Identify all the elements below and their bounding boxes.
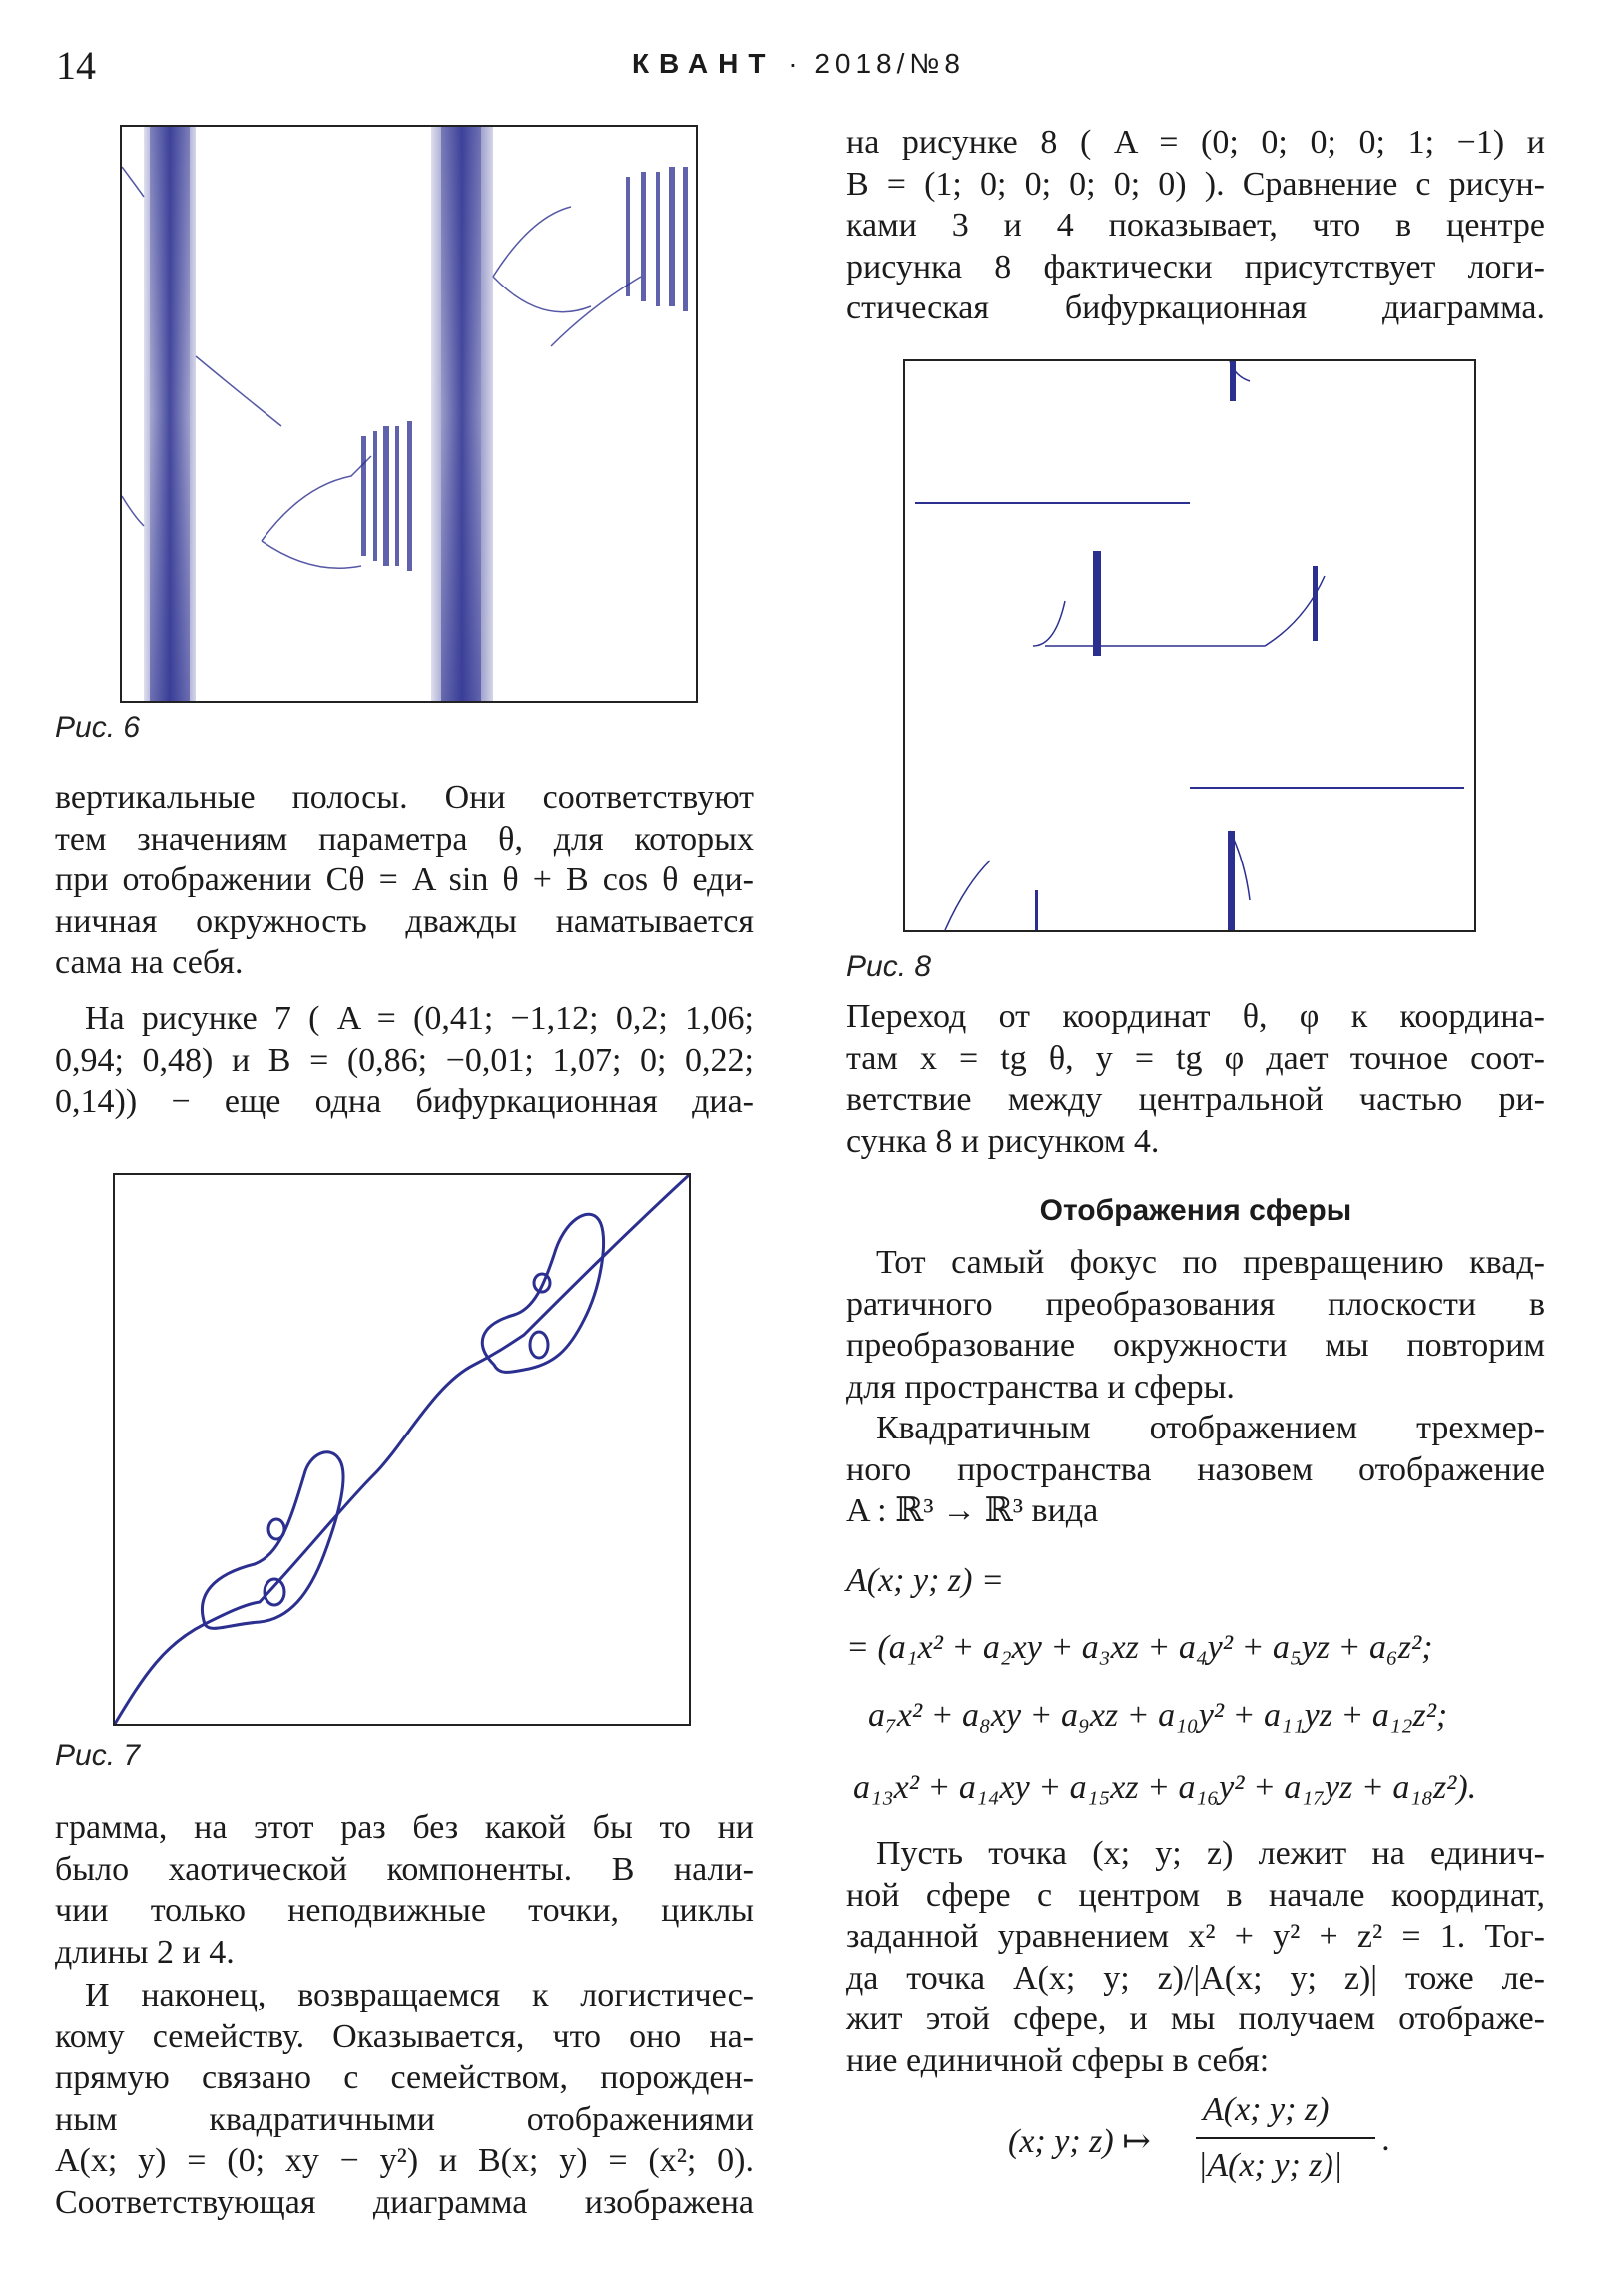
fig8-band-bottom	[1228, 831, 1235, 930]
fig8-arc-left	[1033, 601, 1065, 646]
fig8-band-top	[1230, 361, 1236, 401]
fig8-band-right	[1313, 566, 1318, 641]
fig8-band-bottom-left	[1035, 890, 1038, 930]
right-para-3	[846, 1242, 1545, 1408]
left-para-2	[55, 998, 754, 1123]
text-line: кому семейству. Оказывается, что оно на-	[55, 2017, 754, 2055]
text-line: ние единичной сферы в себя:	[846, 2041, 1270, 2079]
section-title: Отображения сферы	[1039, 1194, 1352, 1227]
text-line: 0,14)) − еще одна бифуркационная диа-	[55, 1083, 754, 1120]
journal-issue: 2018/№8	[814, 48, 966, 79]
fig6-strip-1	[361, 436, 366, 556]
fig6-strip-5	[407, 421, 412, 571]
figure-6	[120, 125, 698, 703]
text-line: ничная окружность дважды наматывается	[55, 902, 754, 940]
figure-8-plot	[905, 361, 1474, 930]
text-line: стическая бифуркационная диаграмма.	[846, 289, 1545, 326]
fig6-strip-10	[683, 167, 688, 311]
text-line: длины 2 и 4.	[55, 1933, 235, 1971]
text-line: A(x; y) = (0; xy − y²) и B(x; y) = (x²; 0).	[55, 2142, 754, 2179]
figure-6-plot	[122, 127, 696, 701]
text-line: B = (1; 0; 0; 0; 0; 0) ). Сравнение с рисун-	[846, 165, 1545, 203]
fig6-strip-7	[641, 172, 646, 301]
right-para-5	[846, 1833, 1545, 2081]
right-para-1	[846, 122, 1545, 329]
fig6-band-1b	[150, 127, 190, 701]
text-line: рисунка 8 фактически присутствует логи-	[846, 248, 1545, 286]
text-line: чии только неподвижные точки, циклы	[55, 1892, 754, 1929]
final-map-denominator: |A(x; y; z)|	[1198, 2147, 1343, 2184]
text-line: 0,94; 0,48) и B = (0,86; −0,01; 1,07; 0; 0,22;	[55, 1041, 754, 1079]
fig6-curve-b	[122, 496, 144, 526]
text-line: вертикальные полосы. Они соответствуют	[55, 779, 754, 816]
figure-7	[113, 1173, 691, 1726]
text-line: И наконец, возвращаемся к логистичес-	[85, 1977, 754, 2013]
text-line: Тот самый фокус по превращению квад-	[876, 1244, 1545, 1281]
page-number: 14	[56, 43, 96, 88]
text-line: Пусть точка (x; y; z) лежит на единич-	[876, 1835, 1545, 1872]
text-line: ветствие между центральной частью ри-	[846, 1081, 1545, 1118]
text-line: было хаотической компоненты. В нали-	[55, 1850, 754, 1888]
text-line: ками 3 и 4 показывает, что в центре	[846, 207, 1545, 244]
fig6-curve-c	[196, 356, 281, 426]
right-para-4	[846, 1408, 1545, 1532]
left-para-4	[55, 1975, 754, 2223]
fig8-center-curve	[1045, 576, 1325, 646]
formula-line-4: a₁₃x² + a₁₄xy + a₁₅xz + a₁₆y² + a₁₇yz + a₁₈z²).	[853, 1769, 1477, 1806]
fig7-cycle-upper-small	[530, 1332, 548, 1358]
fig6-curve-a	[122, 167, 144, 197]
text-line: на рисунке 8 ( A = (0; 0; 0; 0; 1; −1) и	[846, 124, 1545, 161]
final-map-lhs: (x; y; z) ↦	[1008, 2123, 1151, 2160]
figure-8	[903, 359, 1476, 932]
fig7-cycle-lower-upper	[268, 1519, 284, 1539]
fig6-band-2b	[441, 127, 481, 701]
fig8-band-left	[1093, 551, 1101, 656]
text-line: прямую связано с семейством, порожден-	[55, 2059, 754, 2096]
fig6-curve-f	[493, 207, 571, 277]
right-para-2	[846, 996, 1545, 1162]
text-line: A : ℝ³ → ℝ³ вида	[846, 1492, 1099, 1529]
left-para-1	[55, 777, 754, 984]
fig6-strip-3	[383, 426, 389, 566]
text-line: при отображении Cθ = A sin θ + B cos θ еди-	[55, 861, 754, 898]
text-line: жит этой сфере, и мы получаем отображе-	[846, 2001, 1545, 2037]
text-line: там x = tg θ, y = tg φ дает точное соот-	[846, 1039, 1545, 1077]
text-line: ного пространства назовем отображение	[846, 1450, 1545, 1488]
fig6-strip-2	[373, 431, 377, 561]
formula-line-1: A(x; y; z) =	[846, 1562, 1004, 1599]
final-map-numerator: A(x; y; z)	[1203, 2091, 1330, 2128]
left-para-3	[55, 1807, 754, 1973]
fig6-curve-e	[262, 541, 361, 568]
text-line: тем значениям параметра θ, для которых	[55, 820, 754, 858]
text-line: заданной уравнением x² + y² + z² = 1. Тог-	[846, 1918, 1545, 1955]
figure-6-caption: Рис. 6	[55, 711, 141, 744]
figure-8-caption: Рис. 8	[846, 950, 932, 983]
text-line: сунка 8 и рисунком 4.	[846, 1122, 1160, 1160]
formula-line-2: = (a₁x² + a₂xy + a₃xz + a₄y² + a₅yz + a₆z²;	[846, 1629, 1433, 1666]
text-line: для пространства и сферы.	[846, 1368, 1235, 1406]
fig6-curve-d	[262, 456, 371, 541]
text-line: ратичного преобразования плоскости в	[846, 1285, 1545, 1323]
fig6-strip-6	[626, 177, 630, 296]
figure-7-caption: Рис. 7	[55, 1739, 141, 1772]
figure-7-plot	[115, 1175, 689, 1724]
text-line: ной сфере с центром в начале координат,	[846, 1876, 1545, 1914]
fig6-strip-9	[669, 167, 675, 306]
fig8-arc-bottom-left	[945, 861, 990, 930]
fig6-strip-8	[656, 172, 660, 306]
formula-line-3: a₇x² + a₈xy + a₉xz + a₁₀y² + a₁₁yz + a₁₂z²;	[868, 1697, 1448, 1734]
text-line: преобразование окружности мы повторим	[846, 1327, 1545, 1364]
final-map-period: .	[1382, 2121, 1391, 2158]
text-line: Переход от координат θ, φ к координа-	[846, 998, 1545, 1035]
fig6-strip-4	[395, 426, 399, 566]
text-line: ным квадратичными отображениями	[55, 2100, 754, 2138]
text-line: да точка A(x; y; z)/|A(x; y; z)| тоже ле-	[846, 1959, 1545, 1997]
fig7-loop-lower	[202, 1452, 343, 1629]
text-line: Соответствующая диаграмма изображена	[55, 2183, 754, 2221]
running-header: КВАНТ · 2018/№8	[631, 48, 966, 79]
text-line: На рисунке 7 ( A = (0,41; −1,12; 0,2; 1,06;	[85, 1000, 754, 1037]
text-line: Квадратичным отображением трехмер-	[876, 1410, 1545, 1446]
text-line: грамма, на этот раз без какой бы то ни	[55, 1809, 754, 1846]
journal-name: КВАНТ	[631, 48, 776, 79]
fraction-bar	[1196, 2137, 1375, 2139]
fig6-curve-g	[493, 277, 591, 312]
text-line: сама на себя.	[55, 944, 244, 981]
